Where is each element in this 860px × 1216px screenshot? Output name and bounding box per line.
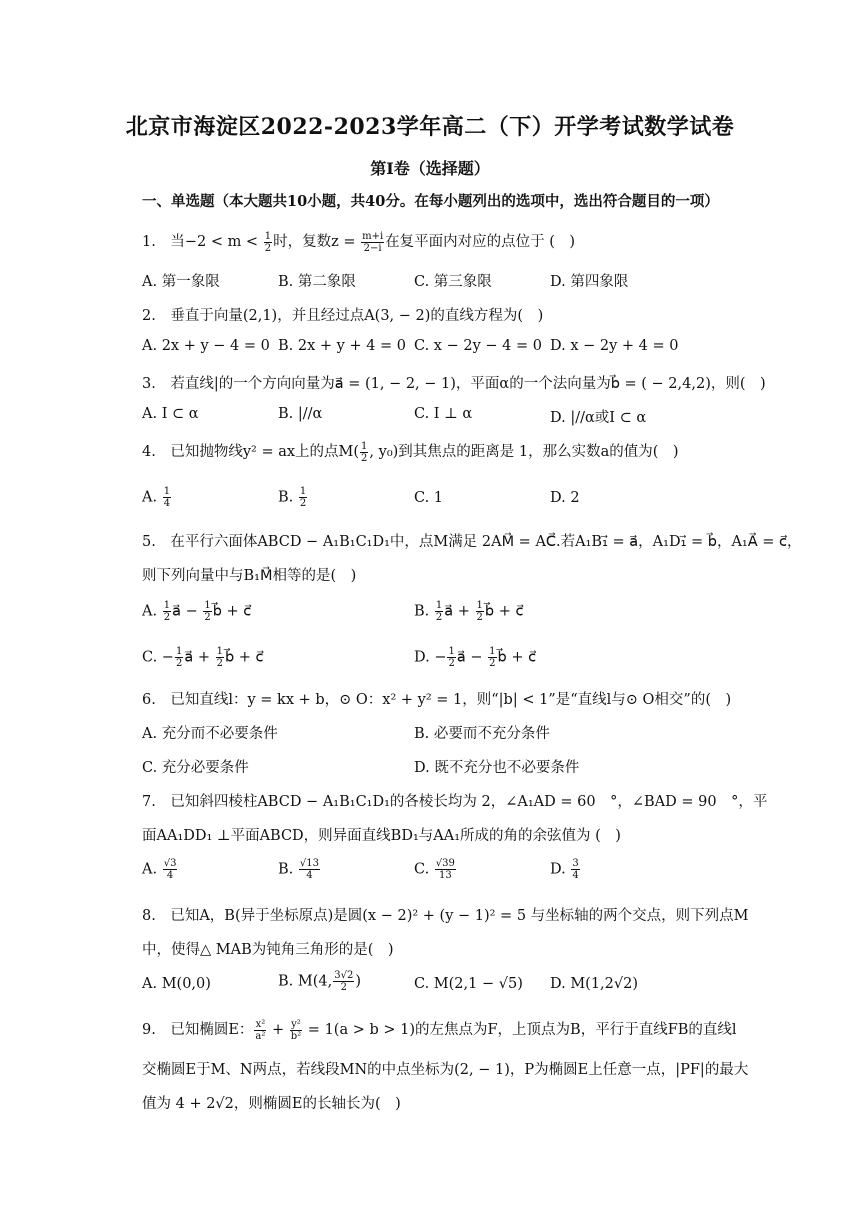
q3-option-c: C. I ⊥ α	[414, 406, 473, 422]
fraction: $\frac{1}{2}$	[216, 646, 223, 669]
q5-option-a: A. $\frac{1}{2}$ a⃗ − $\frac{1}{2}$ b⃗ + c⃗	[142, 600, 252, 623]
fraction: $\frac{1}{2}$	[299, 486, 307, 509]
fraction: $\frac{1}{2}$	[489, 646, 496, 669]
fraction: $\frac{1}{2}$	[264, 230, 272, 254]
fraction: $\frac{1}{2}$	[175, 646, 183, 669]
q7-option-c: C. $\frac{√39}{13}$	[414, 858, 455, 881]
fraction: $\frac{1}{4}$	[163, 486, 171, 509]
q8-option-a: A. M(0,0)	[142, 976, 211, 992]
q4-option-b: B. $\frac{1}{2}$	[278, 486, 307, 509]
q5-option-d: D. − $\frac{1}{2}$ a⃗ − $\frac{1}{2}$ b⃗ + c⃗	[414, 646, 537, 669]
q4-option-a: A. $\frac{1}{4}$	[142, 486, 171, 509]
question-4-stem: 4. 已知抛物线y² = ax上的点M( $\frac{1}{2}$ , y₀)到其焦点的距离是 1，那么实数a的值为( )	[142, 440, 679, 464]
q1-option-c: C. 第三象限	[414, 274, 492, 290]
question-5-stem-line-1: 5. 在平行六面体ABCD − A₁B₁C₁D₁中，点M满足 2AM⃗ = AC⃗.若A₁B₁⃗ = a⃗，A₁D₁⃗ = b⃗，A₁A⃗ = c⃗，	[142, 534, 802, 550]
q6-option-b: B. 必要而不充分条件	[414, 726, 550, 742]
q6-option-d: D. 既不充分也不必要条件	[414, 760, 580, 776]
q7-option-a: A. $\frac{√3}{4}$	[142, 858, 177, 881]
q4-option-c: C. 1	[414, 490, 444, 506]
q6-option-c: C. 充分必要条件	[142, 760, 249, 776]
fraction: $\frac{1}{2}$	[361, 440, 368, 464]
q8-option-d: D. M(1,2√2)	[550, 976, 639, 992]
question-7-stem-line-1: 7. 已知斜四棱柱ABCD − A₁B₁C₁D₁的各棱长均为 2，∠A₁AD = 60 °，∠BAD = 90 °，平	[142, 794, 768, 810]
question-8-stem-line-2: 中，使得△ MAB为钝角三角形的是( )	[142, 942, 394, 958]
fraction: $\frac{3}{4}$	[572, 858, 579, 881]
section-heading: 一、单选题（本大题共10小题，共40分。在每小题列出的选项中，选出符合题目的一项）	[142, 193, 719, 210]
fraction: $\frac{1}{2}$	[435, 600, 443, 623]
q2-option-c: C. x − 2y − 4 = 0	[414, 338, 542, 354]
question-5-stem-line-2: 则下列向量中与B₁M⃗相等的是( )	[142, 568, 357, 584]
question-7-stem-line-2: 面AA₁DD₁ ⊥平面ABCD，则异面直线BD₁与AA₁所成的角的余弦值为 ( )	[142, 828, 621, 844]
q1-option-a: A. 第一象限	[142, 274, 220, 290]
q5-option-c: C. − $\frac{1}{2}$ a⃗ + $\frac{1}{2}$ b⃗ + c⃗	[142, 646, 264, 669]
q3-option-d: D. |//α或I ⊂ α	[550, 410, 647, 426]
question-3-stem: 3. 若直线|的一个方向向量为a⃗ = (1, − 2, − 1)，平面α的一个法向量为b⃗ = ( − 2,4,2)，则( )	[142, 376, 766, 392]
q7-option-d: D. $\frac{3}{4}$	[550, 858, 579, 881]
q2-option-d: D. x − 2y + 4 = 0	[550, 338, 679, 354]
fraction: $\frac{1}{2}$	[204, 600, 211, 623]
fraction: $\frac{1}{2}$	[476, 600, 483, 623]
q5-option-b: B. $\frac{1}{2}$ a⃗ + $\frac{1}{2}$ b⃗ + c⃗	[414, 600, 524, 623]
fraction: $\frac{\text{x²}}{\text{a²}}$	[255, 1018, 266, 1042]
exam-subtitle: 第I卷（选择题）	[370, 159, 490, 178]
fraction: $\frac{√39}{13}$	[435, 858, 455, 881]
q3-option-a: A. I ⊂ α	[142, 406, 199, 422]
question-6-stem: 6. 已知直线l：y = kx + b，⊙ O：x² + y² = 1，则“|b| < 1”是“直线l与⊙ O相交”的( )	[142, 692, 732, 708]
exam-title: 北京市海淀区2022-2023学年高二（下）开学考试数学试卷	[125, 114, 735, 140]
fraction: $\frac{\text{y²}}{\text{b²}}$	[290, 1018, 302, 1042]
q7-option-b: B. $\frac{√13}{4}$	[278, 858, 319, 881]
question-2-stem: 2. 垂直于向量(2,1)，并且经过点A(3, − 2)的直线方程为( )	[142, 308, 544, 324]
fraction: $\frac{√13}{4}$	[299, 858, 319, 881]
q1-option-b: B. 第二象限	[278, 274, 356, 290]
question-9-stem-line-1: 9. 已知椭圆E： $\frac{\text{x²}}{\text{a²}}$ + $\frac{\text{y²}}{\text{b²}}$ = 1(a > b > 1)的左焦点为F，上顶点为B，平行于直线FB的直线l	[142, 1018, 737, 1042]
q3-option-b: B. |//α	[278, 406, 323, 422]
q8-option-b: B. M(4, $\frac{3√2}{2}$ )	[278, 970, 361, 993]
q4-option-d: D. 2	[550, 490, 580, 506]
fraction: $\frac{1}{2}$	[163, 600, 171, 623]
question-8-stem-line-1: 8. 已知A，B(异于坐标原点)是圆(x − 2)² + (y − 1)² = 5 与坐标轴的两个交点，则下列点M	[142, 908, 749, 924]
q8-option-c: C. M(2,1 − √5)	[414, 976, 523, 992]
q6-option-a: A. 充分而不必要条件	[142, 726, 278, 742]
fraction: $\frac{1}{2}$	[448, 646, 455, 669]
fraction: $\frac{√3}{4}$	[163, 858, 177, 881]
fraction: $\frac{3√2}{2}$	[334, 970, 354, 993]
q1-option-d: D. 第四象限	[550, 274, 629, 290]
question-9-stem-line-3: 值为 4 + 2√2，则椭圆E的长轴长为( )	[142, 1096, 401, 1112]
question-1-stem: 1. 当−2 < m < $\frac{1}{2}$ 时，复数z = $\frac{m+i}{2-i}$ 在复平面内对应的点位于 ( )	[142, 230, 576, 254]
q2-option-b: B. 2x + y + 4 = 0	[278, 338, 407, 354]
q2-option-a: A. 2x + y − 4 = 0	[142, 338, 270, 354]
fraction: $\frac{m+i}{2-i}$	[362, 230, 384, 254]
question-9-stem-line-2: 交椭圆E于M、N两点，若线段MN的中点坐标为(2, − 1)，P为椭圆E上任意一点，|PF|的最大	[142, 1062, 749, 1078]
